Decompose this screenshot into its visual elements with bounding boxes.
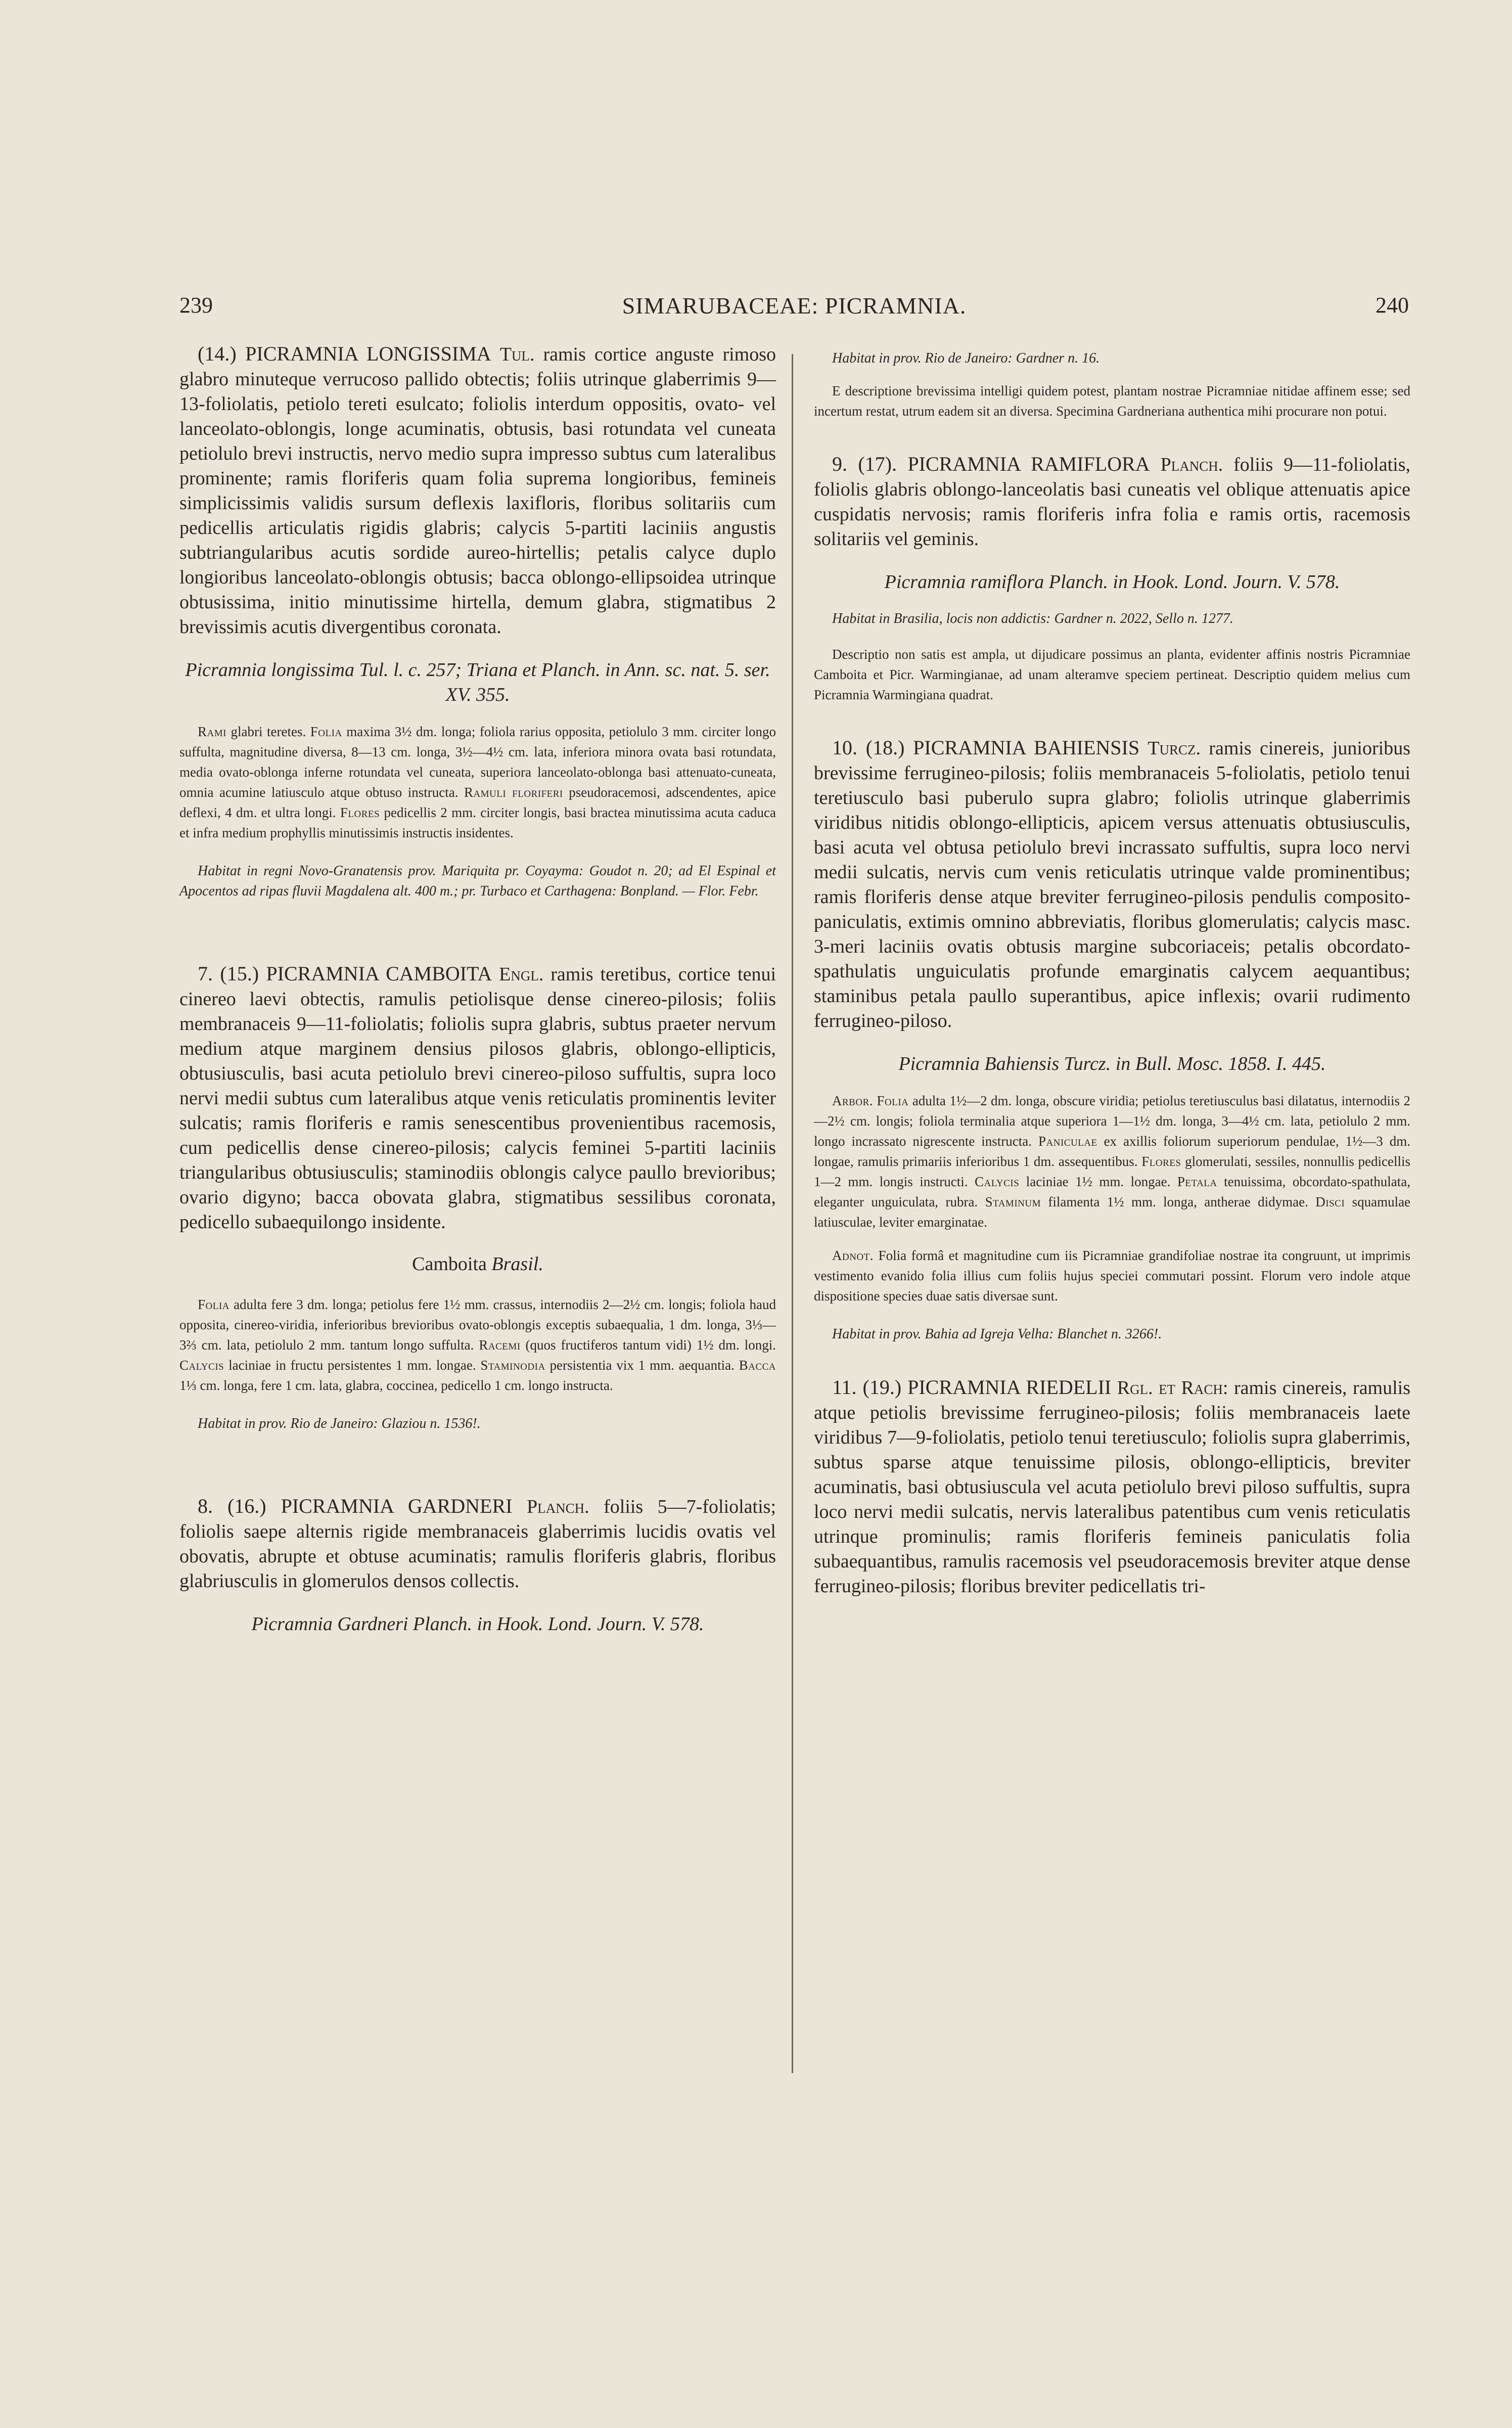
species-14-author: Tul. xyxy=(499,344,535,365)
species-9-text: foliis 9—11-foliolatis, foliolis glabris oblongo-lanceolatis basi cuneatis vel oblique attenuatis apice cuspidatis nervosis; ramis floriferis infra folia e ramis ortis, racemosis solitariis vel geminis. xyxy=(814,454,1410,550)
species-8-note: E descriptione brevissima intelligi quidem potest, plantam nostrae Picramniae nitidae affinem esse; sed incertum restat, utrum eadem sit an diversa. Specimina Gardneriana authentica mihi procurare non potui. xyxy=(814,383,1410,419)
species-8-diagnosis xyxy=(179,1494,776,1594)
species-7-description: Folia adulta fere 3 dm. longa; petiolus fere 1½ mm. crassus, internodiis 2—2½ cm. longis; foliola haud opposita, cinereo-viridia, inferioribus brevioribus ovato-oblongis exceptis subaequalia, 1 dm. longa, 3⅓—3⅔ cm. lata, petiolulo 2 mm. tantum longo suffulta. Racemi (quos fructiferos tantum vidi) 1½ dm. longi. Calycis laciniae in fructu persistentes 1 mm. longae. Staminodia persistentia vix 1 mm. aequantia. Bacca 1⅓ cm. longa, fere 1 cm. lata, glabra, coccinea, pedicello 1 cm. longo instructa. xyxy=(179,1297,776,1393)
species-10-habitat: Habitat in prov. Bahia ad Igreja Velha: Blanchet n. 3266!. xyxy=(832,1326,1162,1342)
species-8-text: foliis 5—7-foliolatis; foliolis saepe alternis rigide membranaceis glaberrimis lucidis ovatis vel obovatis, abrupte et obtuse acuminatis; ramulis floriferis glabris, floribus glabriusculis in glomerulos densos collectis. xyxy=(179,1496,776,1592)
species-11-heading: 11. (19.) PICRAMNIA RIEDELII xyxy=(832,1376,1112,1399)
right-column xyxy=(814,341,1410,1599)
column-divider xyxy=(792,354,793,2073)
species-11-text: ramis cinereis, ramulis atque petiolis brevissime ferrugineo-pilosis; foliis membranaceis laete viridibus 7—9-foliolatis, petiolo tenui teretiusculo; foliolis supra glaberrimis, subtus sparse atque tenuissime pilosis, oblongo-ellipticis, breviter acuminatis, basi obtusiuscula vel acuta petiolulo brevi piloso suffultis, supra loco nervi medii sulcatis, nervis lateralibus patentibus cum venis reticulatis utrinque prominulis; ramis floriferis femineis paniculatis folia subaequantibus, ramulis racemosis vel pseudoracemosis breviter atque dense ferrugineo-pilosis; floribus breviter pedicellatis tri- xyxy=(814,1377,1411,1597)
species-10-citation: Picramnia Bahiensis Turcz. in Bull. Mosc. 1858. I. 445. xyxy=(898,1053,1326,1074)
page-header xyxy=(179,292,1409,328)
species-9-diagnosis xyxy=(814,452,1410,552)
species-9-habitat: Habitat in Brasilia, locis non addictis: Gardner n. 2022, Sello n. 1277. xyxy=(832,611,1233,626)
species-7-heading: 7. (15.) PICRAMNIA CAMBOITA xyxy=(198,962,492,985)
left-column xyxy=(179,341,776,1651)
species-9-citation: Picramnia ramiflora Planch. in Hook. Lond. Journ. V. 578. xyxy=(884,571,1340,593)
species-9-author: Planch. xyxy=(1160,454,1223,475)
species-8-habitat: Habitat in prov. Rio de Janeiro: Gardner n. 16. xyxy=(832,350,1100,366)
species-11-diagnosis xyxy=(814,1375,1410,1599)
species-14-heading: (14.) PICRAMNIA LONGISSIMA xyxy=(198,342,491,365)
page-number-right: 240 xyxy=(1376,293,1409,318)
species-10-heading: 10. (18.) PICRAMNIA BAHIENSIS xyxy=(832,736,1140,759)
species-9-heading: 9. (17). PICRAMNIA RAMIFLORA xyxy=(832,453,1150,475)
species-11-author: Rgl. et Rach: xyxy=(1117,1377,1228,1399)
species-7-diagnosis xyxy=(179,961,776,1235)
species-7-text: ramis teretibus, cortice tenui cinereo laevi obtectis, ramulis petiolisque dense cinereo-pilosis; foliis membranaceis 9—11-foliolatis; foliolis supra glabris, subtus praeter nervum medium atque marginem densius pilosos glabris, oblongo-ellipticis, obtusiusculis, basi acuta petiolulo brevi cinereo-piloso suffultis, supra loco nervi medii subtus cum lateralibus atque venis reticulatis prominentis leviter sulcatis; ramis floriferis e ramis senescentibus provenientibus racemosis, cum pedicellis dense cinereo-pilosis; calycis feminei 5-partiti laciniis triangularibus obtusiusculis; staminodiis oblongis calyce paullo brevioribus; ovario digyno; bacca obovata glabra, stigmatibus sessilibus coronata, pedicello subaequilongo insidente. xyxy=(179,964,776,1233)
species-14-text: ramis cortice anguste rimoso glabro minuteque verrucoso pallido obtectis; foliis utrinque glaberrimis 9—13-foliolatis, petiolo tereti esulcato; foliolis interdum oppositis, ovato- vel lanceolato-oblongis, longe acuminatis, obtusis, basi rotundata vel cuneata petiolulo brevi instructis, nervo medio supra impresso subtus cum lateralibus prominente; ramis floriferis quam folia suprema longioribus, femineis simplicissimis validis sursum deflexis laxifloris, floribus solitariis cum pedicellis articulatis rigidis glabris; calycis 5-partiti laciniis angustis subtriangularibus acutis sordide aureo-hirtellis; petalis calyce duplo longioribus lanceolato-oblongis obtusis; bacca oblongo-ellipsoidea utrinque obtusissima, initio minutissime hirtella, demum glabra, stigmatibus 2 brevissimis acutis divergentibus coronata. xyxy=(179,344,776,638)
species-10-diagnosis xyxy=(814,735,1410,1033)
species-7-vernacular: Camboita Brasil. xyxy=(412,1253,543,1275)
species-8-heading: 8. (16.) PICRAMNIA GARDNERI xyxy=(198,1495,513,1517)
species-8-citation: Picramnia Gardneri Planch. in Hook. Lond. Journ. V. 578. xyxy=(251,1613,704,1635)
species-10-adnotation: Adnot. Folia formâ et magnitudine cum iis Picramniae grandifoliae nostrae ita congruunt, ut imprimis vestimento evanido folia illius cum foliis hujus speciei commutari possint. Florum vero indole atque dispositione species duae satis diversae sunt. xyxy=(814,1248,1411,1303)
species-14-description: Rami glabri teretes. Folia maxima 3½ dm. longa; foliola rarius opposita, petiolulo 3 mm. circiter longo suffulta, magnitudine diversa, 8—13 cm. longa, 3½—4½ cm. lata, inferiora minora ovata basi rotundata, media ovato-oblonga inferne rotundata vel cuneata, superiora lanceolato-oblonga basi attenuato-cuneata, omnia acumine latiusculo atque obtuso instructa. Ramuli floriferi pseudoracemosi, adscendentes, apice deflexi, 4 dm. et ultra longi. Flores pedicellis 2 mm. circiter longis, basi bractea minutissima acuta caduca et infra medium prophyllis minutissimis instructis insidentes. xyxy=(179,724,776,840)
species-14-citation: Picramnia longissima Tul. l. c. 257; Triana et Planch. in Ann. sc. nat. 5. ser. XV. 355. xyxy=(185,659,770,705)
page-number-left: 239 xyxy=(179,293,213,318)
species-10-text: ramis cinereis, junioribus brevissime ferrugineo-pilosis; foliis membranaceis 5-foliolatis, petiolo tenui teretiusculo basi puberulo supra glabro; foliolis utrinque glaberrimis viridibus nitidis oblongo-ellipticis, apicem versus attenuatis obtusiusculis, basi acuta vel obtusa petiolulo brevi incrassato suffultis, supra loco nervi medii sulcatis, nervis cum venis reticulatis utrinque valde prominentibus; ramis floriferis dense atque breviter ferrugineo-pilosis pendulis composito-paniculatis, extimis omnino abbreviatis, floribus glomerulatis; calycis masc. 3-meri laciniis ovatis obtusis margine subcoriaceis; petalis obcordato-spathulatis unguiculatis profunde emarginatis calycem aequantibus; staminibus petala paullo superantibus, apice inflexis; ovarii rudimento ferrugineo-piloso. xyxy=(814,738,1410,1031)
species-10-author: Turcz. xyxy=(1148,738,1201,759)
species-7-habitat: Habitat in prov. Rio de Janeiro: Glaziou n. 1536!. xyxy=(198,1416,481,1431)
running-title: SIMARUBACEAE: PICRAMNIA. xyxy=(622,293,967,319)
species-10-description: Arbor. Folia adulta 1½—2 dm. longa, obscure viridia; petiolus teretiusculus basi dilatatus, internodiis 2—2½ cm. longis; foliola terminalia atque superiora 1—1½ dm. longa, 3—4½ cm. lata, petiolulo 2 mm. longo incrassato nigrescente instructa. Paniculae ex axillis foliorum superiorum pendulae, 1½—3 dm. longae, ramulis primariis inferioribus 1 dm. assequentibus. Flores glomerulati, sessiles, nonnullis pedicellis 1—2 mm. longis instructi. Calycis laciniae 1½ mm. longae. Petala tenuissima, obcordato-spathulata, eleganter unguiculata, rubra. Staminum filamenta 1½ mm. longa, antherae didymae. Disci squamulae latiusculae, leviter emarginatae. xyxy=(814,1093,1411,1230)
species-9-note: Descriptio non satis est ampla, ut dijudicare possimus an planta, evidenter affinis nostris Picramniae Camboita et Picr. Warmingianae, ad unam alteramve speciem pertineat. Descriptio quidem melius cum Picramnia Warmingiana quadrat. xyxy=(814,647,1410,702)
species-7-author: Engl. xyxy=(499,964,544,985)
species-14-habitat: Habitat in regni Novo-Granatensis prov. Mariquita pr. Coyayma: Goudot n. 20; ad El Espinal et Apocentos ad ripas fluvii Magdalena alt. 400 m.; pr. Turbaco et Carthagena: Bonpland. — Flor. Febr. xyxy=(179,863,776,899)
species-8-author: Planch. xyxy=(526,1496,589,1517)
species-14-diagnosis xyxy=(179,341,776,640)
